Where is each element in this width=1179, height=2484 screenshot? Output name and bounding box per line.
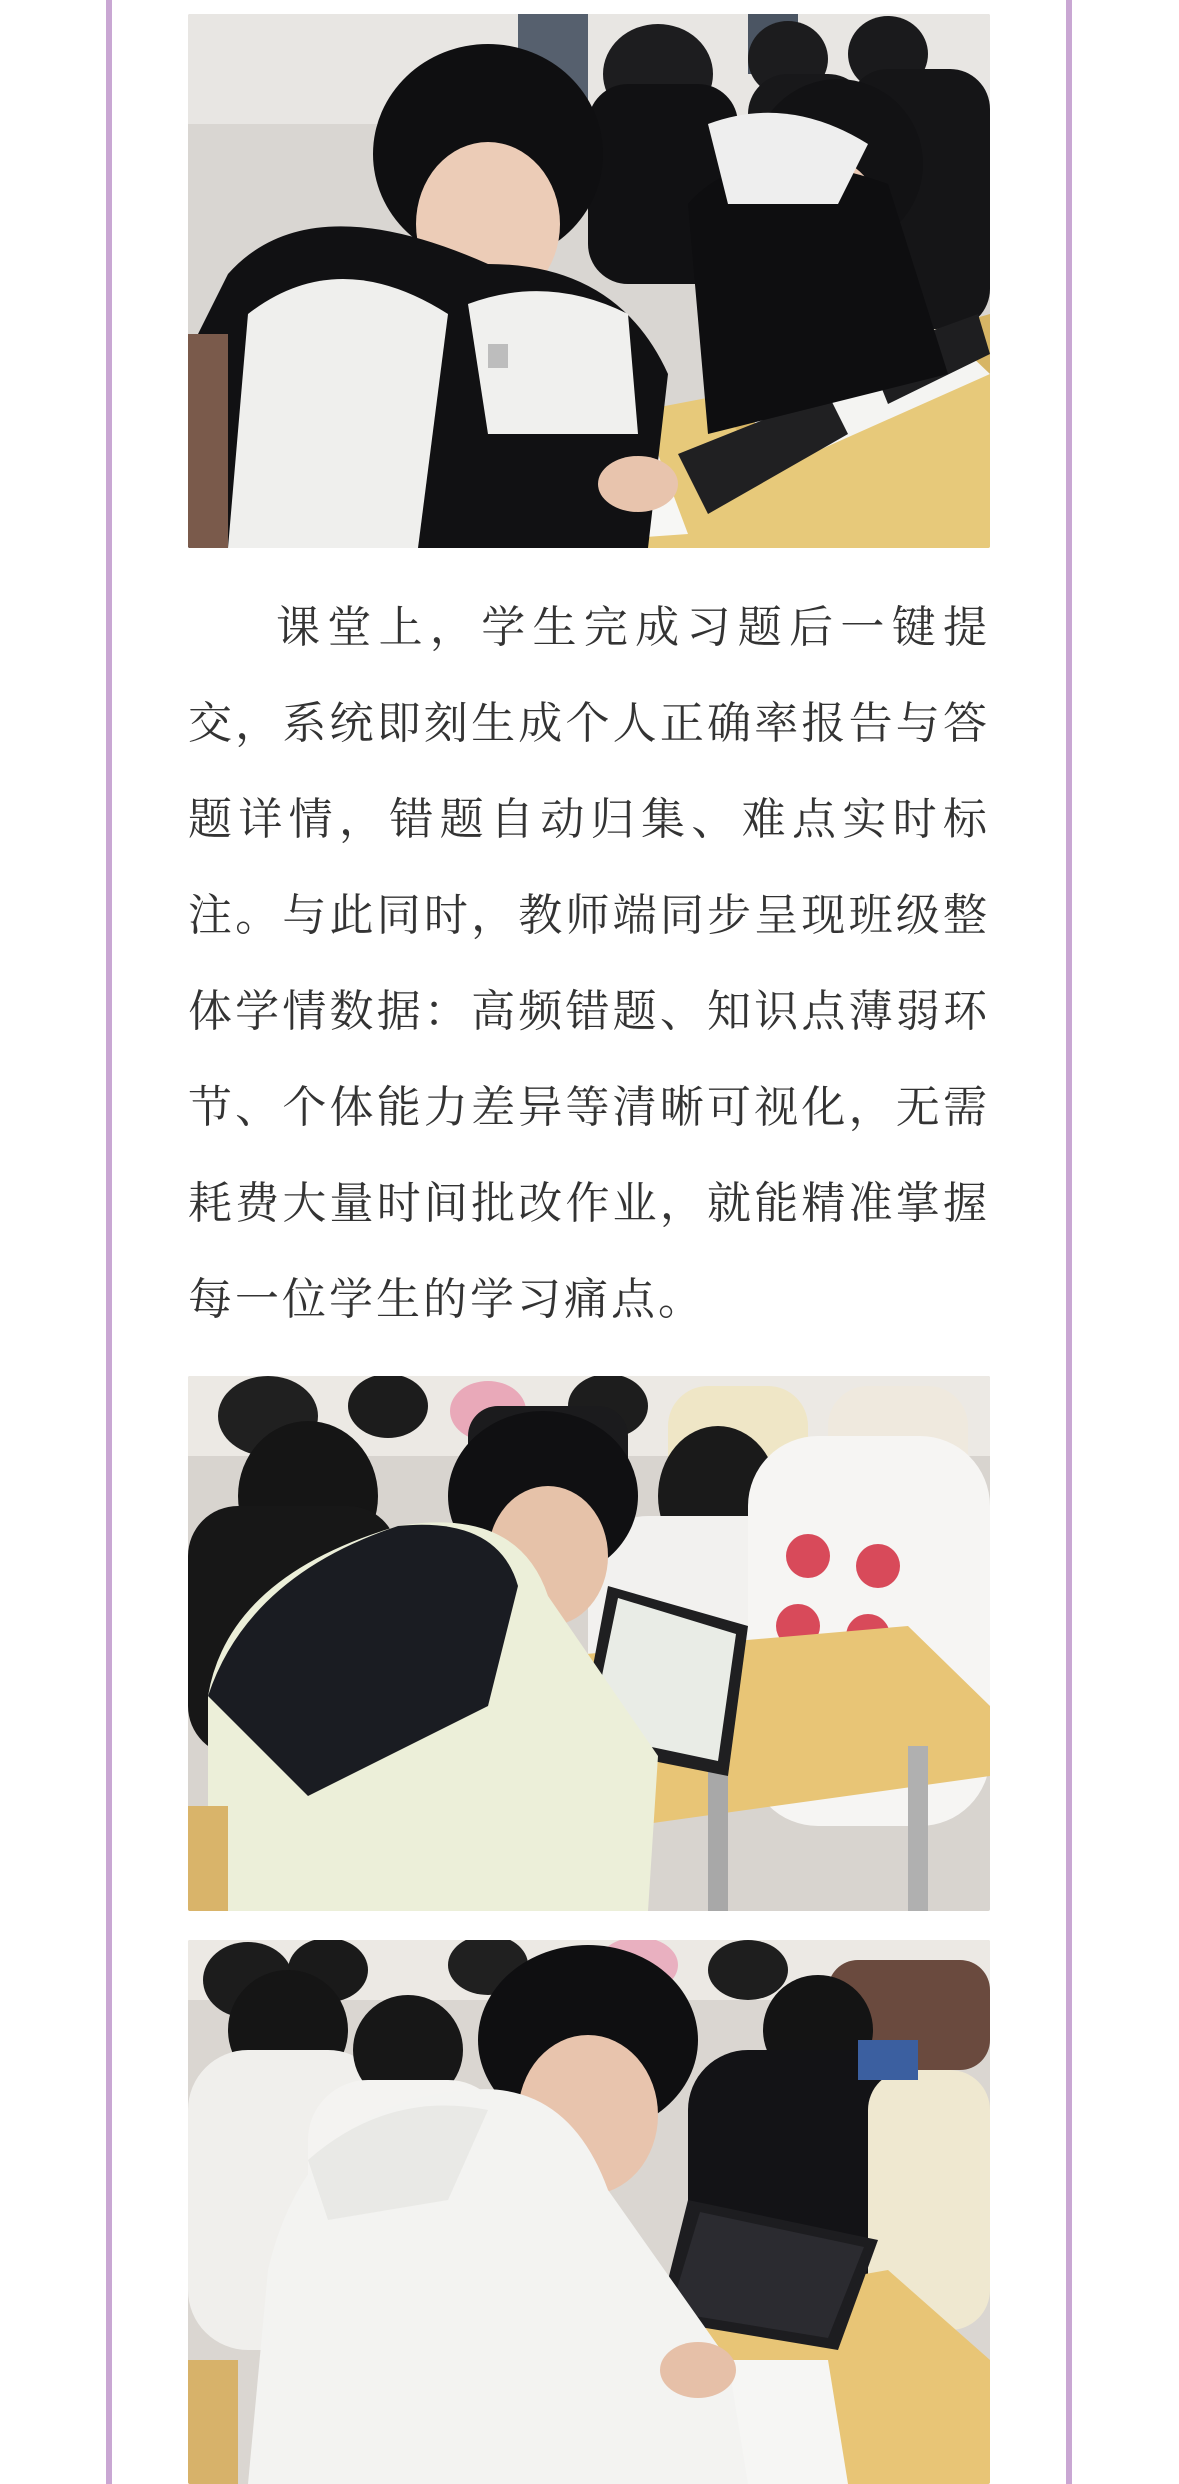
article-paragraph: 课堂上，学生完成习题后一键提交，系统即刻生成个人正确率报告与答题详情，错题自动归集、难点实时标注。与此同时，教师端同步呈现班级整体学情数据：高频错题、知识点薄弱环节、个体能力差异等清晰可视化，无需耗费大量时间批改作业，就能精准掌握每一位学生的学习痛点。 [188, 602, 990, 1325]
left-frame-border [106, 0, 112, 2484]
classroom-photo-3 [188, 1940, 990, 2484]
classroom-photo-1 [188, 14, 990, 548]
right-frame-border [1066, 0, 1072, 2484]
classroom-photo-2 [188, 1376, 990, 1911]
